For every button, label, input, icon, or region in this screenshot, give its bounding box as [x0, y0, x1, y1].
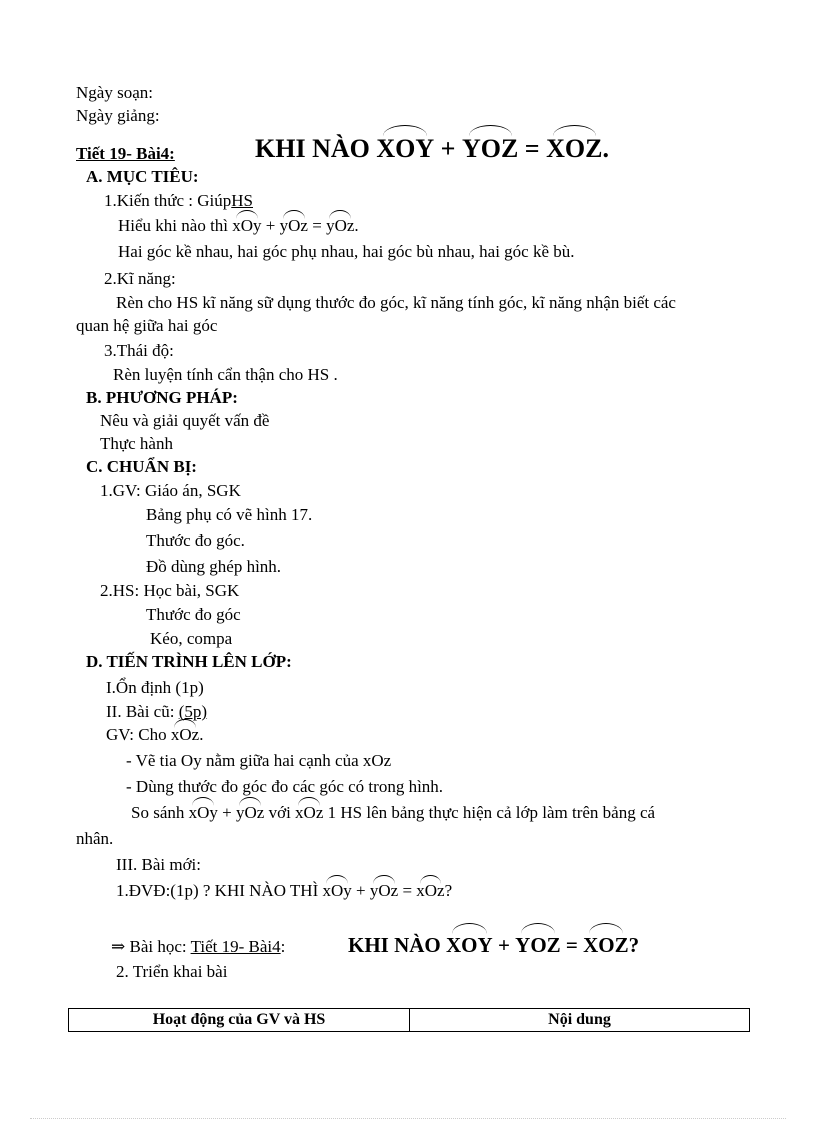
dvd-eq: = — [398, 881, 417, 900]
compare-angle-xoy: xOy — [188, 803, 218, 822]
angle-xoz: XOZ — [546, 134, 603, 163]
prep-gv: 1.GV: Giáo án, SGK — [100, 481, 241, 500]
dvd-end: ? — [444, 881, 453, 900]
k1-angle-yoz2: yOz — [326, 216, 355, 235]
method-line-1: Nêu và giải quyết vấn đề — [100, 411, 270, 430]
prep-gv-3: Thước đo góc. — [146, 531, 245, 550]
prep-gv-2: Bảng phụ có vẽ hình 17. — [146, 505, 313, 524]
dvd-plus: + — [351, 881, 370, 900]
lesson-number: Tiết 19- Bài4: — [76, 144, 175, 163]
angle-yoz: YOZ — [461, 134, 519, 163]
lesson-ref-prefix: Bài học: — [125, 937, 191, 956]
k1-angle-yoz: yOz — [279, 216, 308, 235]
compare-mid: với — [264, 803, 296, 822]
lesson-ref — [111, 936, 285, 958]
dvd-angle-yoz: yOz — [369, 881, 399, 900]
step-1: I.Ổn định (1p) — [106, 678, 204, 697]
t2-prefix: KHI NÀO — [348, 933, 447, 957]
skills-heading: 2.Kĩ năng: — [104, 269, 176, 288]
k1-angle-xoy: xOy — [232, 216, 262, 235]
section-b-heading: B. PHƯƠNG PHÁP: — [86, 388, 238, 407]
prep-hs: 2.HS: Học bài, SGK — [100, 581, 240, 600]
deploy-heading: 2. Triển khai bài — [116, 962, 228, 981]
lesson-ref-title — [348, 932, 639, 958]
knowledge-label: 1.Kiến thức : Giúp — [104, 191, 232, 210]
compare-line — [131, 802, 655, 824]
method-line-2: Thực hành — [100, 434, 173, 453]
dvd-line — [116, 880, 452, 902]
compare-plus: + — [217, 803, 236, 822]
section-c-heading: C. CHUẨN BỊ: — [86, 457, 197, 476]
skills-line-1: Rèn cho HS kĩ năng sữ dụng thước đo góc, kĩ năng tính góc, kĩ năng nhận biết các — [116, 293, 676, 312]
gv-task-2: - Dùng thước đo góc đo các góc có trong hình. — [126, 777, 444, 796]
arrow-icon: ⇒ — [111, 937, 126, 956]
compare-angle-xoz: xOz — [295, 803, 324, 822]
knowledge-hs: HS — [231, 191, 253, 210]
gv-angle-xoz: xOz — [170, 725, 200, 744]
lesson-ref-colon: : — [280, 937, 286, 956]
gv-task-1: - Vẽ tia Oy nằm giữa hai cạnh của xOz — [126, 751, 392, 770]
title-eq: = — [518, 134, 547, 163]
k1-end: . — [354, 216, 359, 235]
knowledge-heading — [104, 190, 253, 212]
date-taught: Ngày giảng: — [76, 106, 160, 125]
t2-angle-xoz: XOZ — [583, 933, 629, 957]
prep-hs-3: Kéo, compa — [150, 629, 233, 648]
t2-eq: = — [560, 933, 584, 957]
col-content: Nội dung — [548, 1011, 611, 1028]
compare-prefix: So sánh — [131, 803, 189, 822]
section-a-heading: A. MỤC TIÊU: — [86, 167, 199, 186]
t2-angle-xoy: XOY — [446, 933, 493, 957]
gv-task — [106, 724, 203, 746]
gv-end: . — [199, 725, 204, 744]
attitude-line: Rèn luyện tính cẩn thận cho HS . — [113, 365, 338, 384]
dvd-prefix: 1.ĐVĐ:(1p) ? KHI NÀO THÌ — [116, 881, 323, 900]
dvd-angle-xoy: xOy — [322, 881, 352, 900]
gv-prefix: GV: Cho — [106, 725, 171, 744]
k1-eq: = — [307, 216, 327, 235]
skills-line-2: quan hệ giữa hai góc — [76, 316, 218, 335]
step-2 — [106, 701, 207, 723]
compare-rest: 1 HS lên bảng thực hiện cả lớp làm trên bảng cá — [323, 803, 656, 822]
t2-angle-yoz: YOZ — [515, 933, 561, 957]
t2-plus: + — [492, 933, 516, 957]
page-bottom-border — [30, 1118, 786, 1119]
prep-gv-4: Đồ dùng ghép hình. — [146, 557, 282, 576]
activity-table-header — [68, 1008, 750, 1032]
title-prefix: KHI NÀO — [255, 134, 377, 163]
step-3: III. Bài mới: — [116, 855, 201, 874]
step-2-time: (5p) — [178, 702, 208, 721]
section-d-heading: D. TIẾN TRÌNH LÊN LỚP: — [86, 652, 292, 671]
angle-xoy: XOY — [376, 134, 435, 163]
title-end: . — [602, 134, 609, 163]
lesson-ref-tiet: Tiết 19- Bài4 — [190, 937, 281, 956]
knowledge-line-1 — [118, 215, 359, 237]
t2-end: ? — [628, 933, 640, 957]
attitude-heading: 3.Thái độ: — [104, 341, 174, 360]
lesson-title — [255, 134, 609, 164]
prep-hs-2: Thước đo góc — [146, 605, 241, 624]
title-plus: + — [434, 134, 462, 163]
col-activities: Hoạt động của GV và HS — [69, 1009, 410, 1031]
compare-line-2: nhân. — [76, 829, 114, 848]
date-prepared: Ngày soạn: — [76, 83, 153, 102]
knowledge-line-2: Hai góc kề nhau, hai góc phụ nhau, hai góc bù nhau, hai góc kề bù. — [118, 242, 575, 261]
k1-prefix: Hiểu khi nào thì — [118, 216, 233, 235]
dvd-angle-xoz: xOz — [416, 881, 445, 900]
compare-angle-yoz: yOz — [236, 803, 265, 822]
step-2-prefix: II. Bài cũ: — [106, 702, 179, 721]
k1-plus: + — [261, 216, 280, 235]
